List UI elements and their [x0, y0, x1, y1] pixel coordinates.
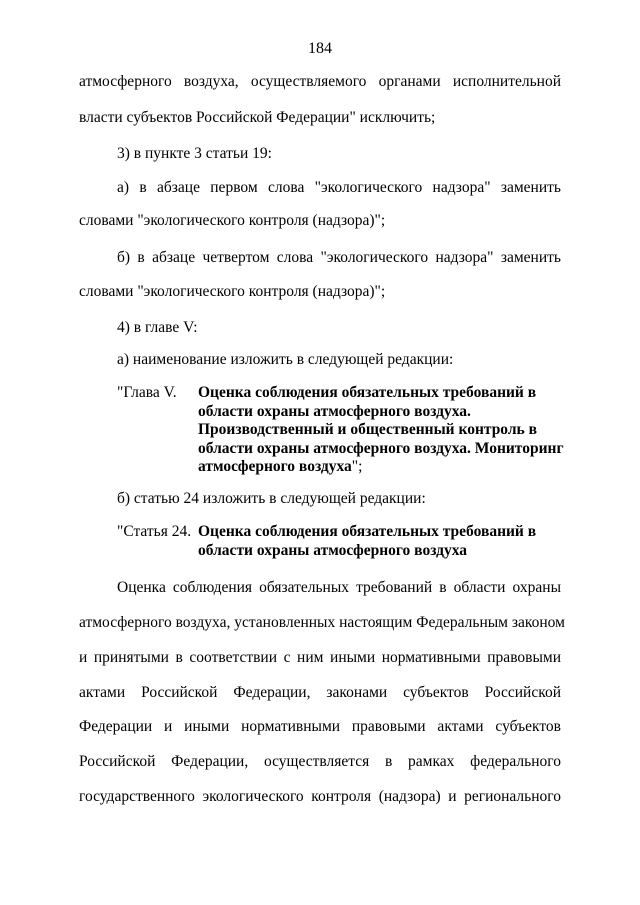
- item-4a: а) наименование изложить в следующей редакции:: [117, 351, 454, 368]
- body-line-4: актами Российской Федерации, законами субъектов Российской: [79, 684, 561, 701]
- chapter-heading-tail: ";: [351, 458, 363, 475]
- body-line-1: Оценка соблюдения обязательных требований в области охраны: [117, 579, 561, 596]
- item-3a-line-1: а) в абзаце первом слова "экологического надзора" заменить: [117, 179, 561, 196]
- text-line-1: атмосферного воздуха, осуществляемого органами исполнительной: [79, 73, 561, 90]
- chapter-heading-lead: "Глава V.: [117, 384, 177, 401]
- item-3b-line-1: б) в абзаце четвертом слова "экологического надзора" заменить: [117, 249, 561, 266]
- chapter-heading-title-text: Оценка соблюдения обязательных требований в области охраны атмосферного воздуха. Производственный и общественный контроль в области охраны атмосферного воздуха. Мониторинг атмосферного воздуха: [198, 384, 564, 475]
- item-3a-line-2: словами "экологического контроля (надзора)";: [79, 212, 386, 229]
- item-4b: б) статью 24 изложить в следующей редакции:: [117, 490, 426, 507]
- page-number: 184: [308, 40, 332, 57]
- body-line-6: Российской Федерации, осуществляется в рамках федерального: [79, 753, 561, 770]
- body-line-3: и принятыми в соответствии с ним иными нормативными правовыми: [79, 649, 561, 666]
- body-line-2: атмосферного воздуха, установленных настоящим Федеральным законом: [79, 614, 565, 631]
- item-4: 4) в главе V:: [117, 319, 198, 336]
- body-line-7: государственного экологического контроля (надзора) и регионального: [79, 788, 561, 805]
- article-heading-lead: "Статья 24.: [117, 523, 192, 540]
- body-line-5: Федерации и иными нормативными правовыми актами субъектов: [79, 718, 561, 735]
- item-3: 3) в пункте 3 статьи 19:: [117, 145, 272, 162]
- item-3b-line-2: словами "экологического контроля (надзора)";: [79, 283, 386, 300]
- article-heading-title: Оценка соблюдения обязательных требований в области охраны атмосферного воздуха: [198, 523, 537, 559]
- chapter-heading-title: [198, 384, 568, 477]
- text-line-2: власти субъектов Российской Федерации" исключить;: [79, 109, 436, 126]
